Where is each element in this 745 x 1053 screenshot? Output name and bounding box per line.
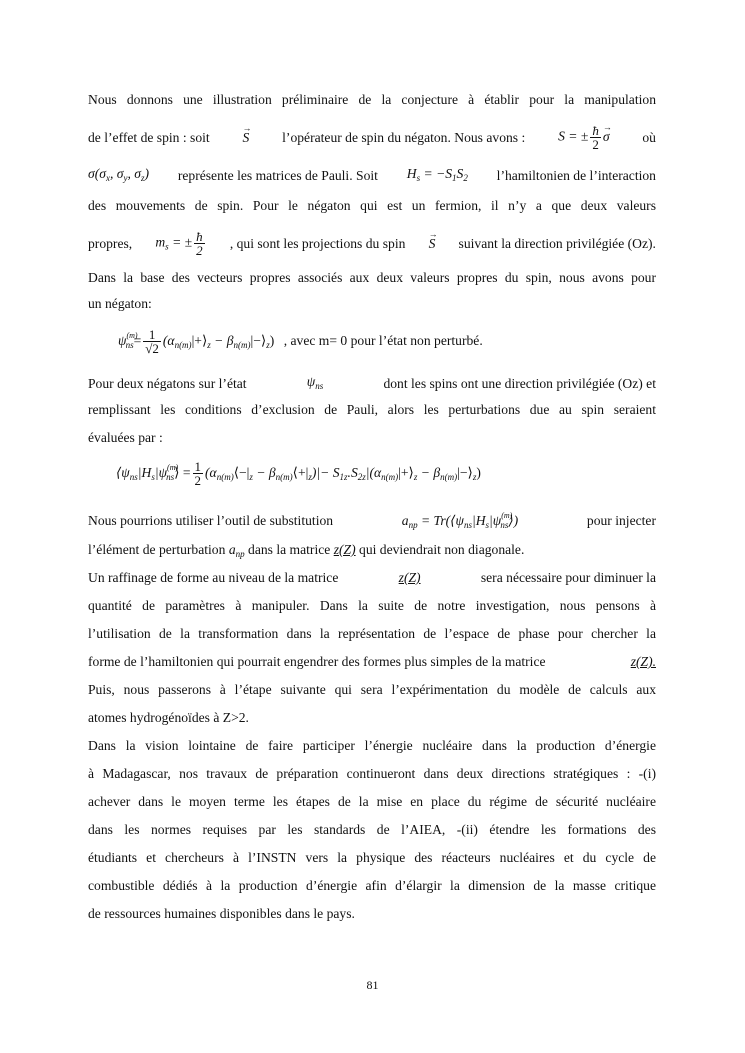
text-line bbox=[88, 506, 656, 535]
hamiltonian-equation: $H_s = -S_1S_2$ bbox=[406, 166, 468, 183]
text-line: l’utilisation de la transformation dans la représentation de l’espace de phase pour chercher la bbox=[88, 626, 656, 641]
text-line: combustible dédiés à la production d’énergie afin d’élargir la dimension de la masse critique bbox=[88, 878, 656, 893]
matrix-symbol: z(Z) bbox=[398, 570, 421, 585]
text-segment: , avec m= 0 pour l’état non perturbé. bbox=[283, 333, 483, 348]
text-line: étudiants et chercheurs à l’INSTN vers la physique des réacteurs nucléaires et du cycle de bbox=[88, 850, 656, 865]
text-segment: Nous pourrions utiliser l’outil de substitution bbox=[88, 512, 334, 528]
text-line: l’élément de perturbation $a_{np}$ dans la matrice z(Z) qui deviendrait non diagonale. bbox=[88, 542, 525, 559]
text-segment: forme de l’hamiltonien qui pourrait engendrer des formes plus simples de la matrice bbox=[88, 654, 546, 669]
text-segment: , qui sont les projections du spin bbox=[229, 235, 406, 251]
text-segment: dont les spins ont une direction privilégiée (Oz) et bbox=[383, 376, 656, 391]
spin-operator-equation: S = ± $\frac{ħ}{2}$ → σ bbox=[558, 124, 609, 151]
page-number: 81 bbox=[366, 978, 379, 992]
perturbation-equation: $⟨\psi_{ns}|H_s|\psi^{(m)}_{ns}⟩$ = $\frac{1}{2}$ ($\alpha_{n(m)}⟨-|_z$ − $\beta_{n(m)}⟨+|_z)|-$ $S_{1z}.S_{2z}|(\alpha_{n(m)}|+⟩_z$ − $\beta_{n(m)}|-⟩_z$) bbox=[116, 459, 481, 489]
text-line: dans les normes requises par les standards de l’AIEA, -(ii) étendre les formations des bbox=[88, 822, 656, 837]
text-line: un négaton: bbox=[88, 296, 152, 311]
math-symbol: → S bbox=[243, 128, 250, 148]
spin-projection-equation: $m_s$ = ± $\frac{ħ}{2}$ bbox=[155, 229, 203, 258]
text-line: quantité de paramètres à manipuler. Dans la suite de notre investigation, nous pensons à bbox=[88, 598, 656, 613]
text-segment: Un raffinage de forme au niveau de la matrice bbox=[88, 570, 339, 585]
text-line: Nous donnons une illustration préliminaire de la conjecture à établir pour la manipulation bbox=[88, 92, 656, 107]
text-line: Puis, nous passerons à l’étape suivante qui sera l’expérimentation du modèle de calculs aux bbox=[88, 682, 656, 697]
math-symbol: → S bbox=[429, 234, 436, 254]
text-line bbox=[88, 652, 656, 672]
text-segment: où bbox=[642, 129, 656, 145]
text-line bbox=[88, 164, 656, 188]
text-line: Dans la base des vecteurs propres associés aux deux valeurs propres du spin, nous avons pour bbox=[88, 270, 656, 285]
text-segment: propres, bbox=[88, 235, 133, 251]
text-line bbox=[88, 372, 656, 396]
text-line bbox=[88, 568, 656, 588]
matrix-symbol: z(Z). bbox=[630, 654, 656, 669]
text-line: achever dans le moyen terme les étapes de la mise en place du régime de sécurité nucléaire bbox=[88, 794, 656, 809]
text-line: atomes hydrogénoïdes à Z>2. bbox=[88, 710, 249, 725]
text-line: de ressources humaines disponibles dans le pays. bbox=[88, 906, 355, 921]
text-segment: suivant la direction privilégiée (Oz). bbox=[458, 235, 656, 251]
text-line: évaluées par : bbox=[88, 430, 163, 445]
text-segment: l’hamiltonien de l’interaction bbox=[496, 168, 656, 183]
matrix-symbol: z(Z) bbox=[333, 542, 356, 557]
text-line: des mouvements de spin. Pour le négaton qui est un fermion, il n’y a que deux valeurs bbox=[88, 198, 656, 213]
substitution-equation: $a_{np}$ = $Tr(⟨\psi_{ns}|H_s|\psi^{(m)}_{ns}⟩)$ bbox=[401, 511, 519, 530]
text-line bbox=[88, 230, 656, 257]
text-segment: sera nécessaire pour diminuer la bbox=[480, 570, 656, 585]
text-segment: représente les matrices de Pauli. Soit bbox=[177, 168, 378, 183]
text-line: à Madagascar, nos travaux de préparation continueront dans deux directions stratégiques : -(i) bbox=[88, 766, 656, 781]
text-segment: pour injecter bbox=[586, 512, 656, 528]
math-symbol: $\psi_{ns}$ bbox=[306, 374, 324, 391]
text-line bbox=[88, 124, 656, 151]
text-segment: de l’effet de spin : soit bbox=[88, 129, 210, 145]
pauli-vector: $\sigma(\sigma_x$, $\sigma_y$, $\sigma_z$) bbox=[88, 166, 150, 183]
text-line: Dans la vision lointaine de faire participer l’énergie nucléaire dans la production d’énergie bbox=[88, 738, 656, 753]
text-line: remplissant les conditions d’exclusion de Pauli, alors les perturbations due au spin seraient bbox=[88, 402, 656, 417]
text-segment: l’opérateur de spin du négaton. Nous avons : bbox=[282, 129, 526, 145]
text-segment: Pour deux négatons sur l’état bbox=[88, 376, 247, 391]
state-vector-equation: $\psi^{(m)}_{ns}=$ $\frac{1}{√2}$ ($\alpha_{n(m)}|+⟩_z$ − $\beta_{n(m)}|-⟩_z$) , avec m= 0 pour l’état non perturbé. bbox=[118, 327, 483, 357]
